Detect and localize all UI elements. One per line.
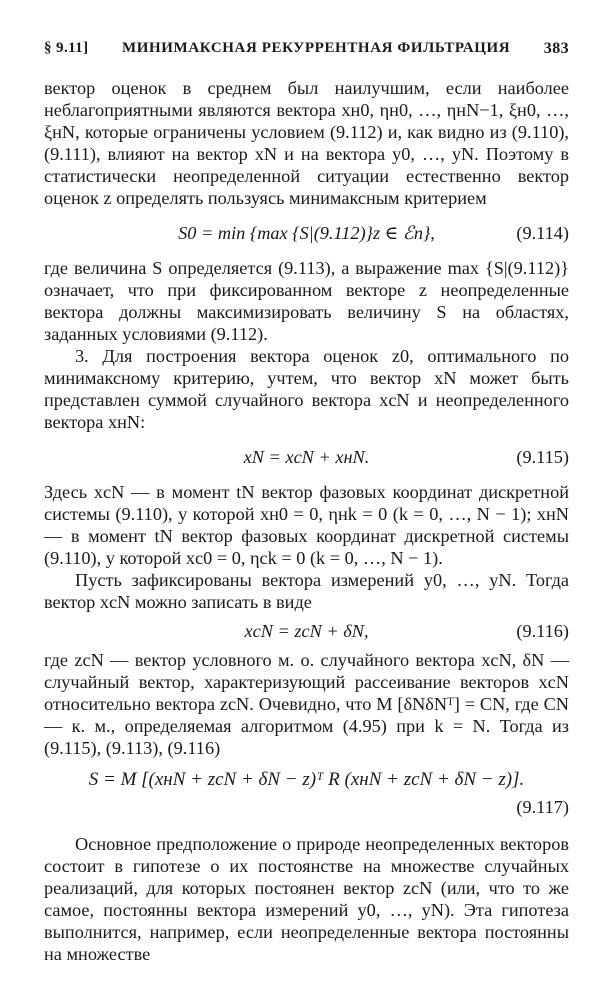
chapter-title: МИНИМАКСНАЯ РЕКУРРЕНТНАЯ ФИЛЬТРАЦИЯ [122,40,511,56]
section-ref: § 9.11] [44,40,89,56]
equation-formula: S0 = min {max {S|(9.112)}z ∈ ℰn}, [178,223,435,243]
equation-formula: xсN = zсN + δN, [244,621,369,641]
equation-9-116 [44,613,569,649]
equation-9-117 [44,763,569,795]
equation-number: (9.114) [516,223,569,243]
page-body [44,77,569,965]
paragraph-3: 3. Для построения вектора оценок z0, оптимального по минимаксному критерию, учтем, что вектор xN может быть представлен суммой случайного вектора xсN и неопределенного вектора xнN: [44,346,569,432]
equation-formula: S = M [(xнN + zсN + δN − z)ᵀ R (xнN + zсN + δN − z)]. [88,769,525,790]
paragraph-4: Здесь xсN — в момент tN вектор фазовых координат дискретной системы (9.110), у которой xн0 = 0, ηнk = 0 (k = 0, …, N − 1); xнN — в момент tN вектор фазовых координат дискретной системы (9.110), у которой xс0 = 0, ηсk = 0 (k = 0, …, N − 1). [44,482,569,568]
equation-9-115 [44,439,569,475]
equation-number: (9.116) [516,621,569,641]
paragraph-1: вектор оценок в среднем был наилучшим, если наиболее неблагоприятными являются вектора xн0, ηн0, …, ηнN−1, ξн0, …, ξнN, которые ограничены условием (9.112) и, как видно из (9.110), (9.111), влияют на вектор xN и на вектора y0, …, yN. Поэтому в статистически неопределенной ситуации естественно вектор оценок z определять пользуясь минимаксным критерием [44,78,569,208]
paragraph-7: Основное предположение о природе неопределенных векторов состоит в гипотезе о их постоянстве на множестве случайных реализаций, для которых постоянен вектор zсN (или, что то же самое, постоянны вектора измерений y0, …, yN). Эта гипотеза выполнится, например, если неопределенные вектора постоянны на множестве [44,834,569,964]
equation-number-9-117: (9.117) [516,797,569,817]
paragraph-2: где величина S определяется (9.113), а выражение max {S|(9.112)} означает, что при фиксированном векторе z неопределенные вектора должны максимизировать величину S на областях, заданных условиями (9.112). [44,258,569,344]
paragraph-6: где zсN — вектор условного м. о. случайного вектора xсN, δN — случайный вектор, характеризующий рассеивание векторов xсN относительно вектора zсN. Очевидно, что M [δNδNᵀ] = CN, где CN — к. м., определяемая алгоритмом (4.95) при k = N. Тогда из (9.115), (9.113), (9.116) [44,650,569,758]
page-number: 383 [543,40,569,57]
paragraph-5: Пусть зафиксированы вектора измерений y0, …, yN. Тогда вектор xсN можно записать в виде [44,570,569,612]
equation-number: (9.115) [516,447,569,467]
running-header [44,40,569,62]
equation-formula: xN = xсN + xнN. [243,447,370,467]
equation-9-114 [44,215,569,251]
